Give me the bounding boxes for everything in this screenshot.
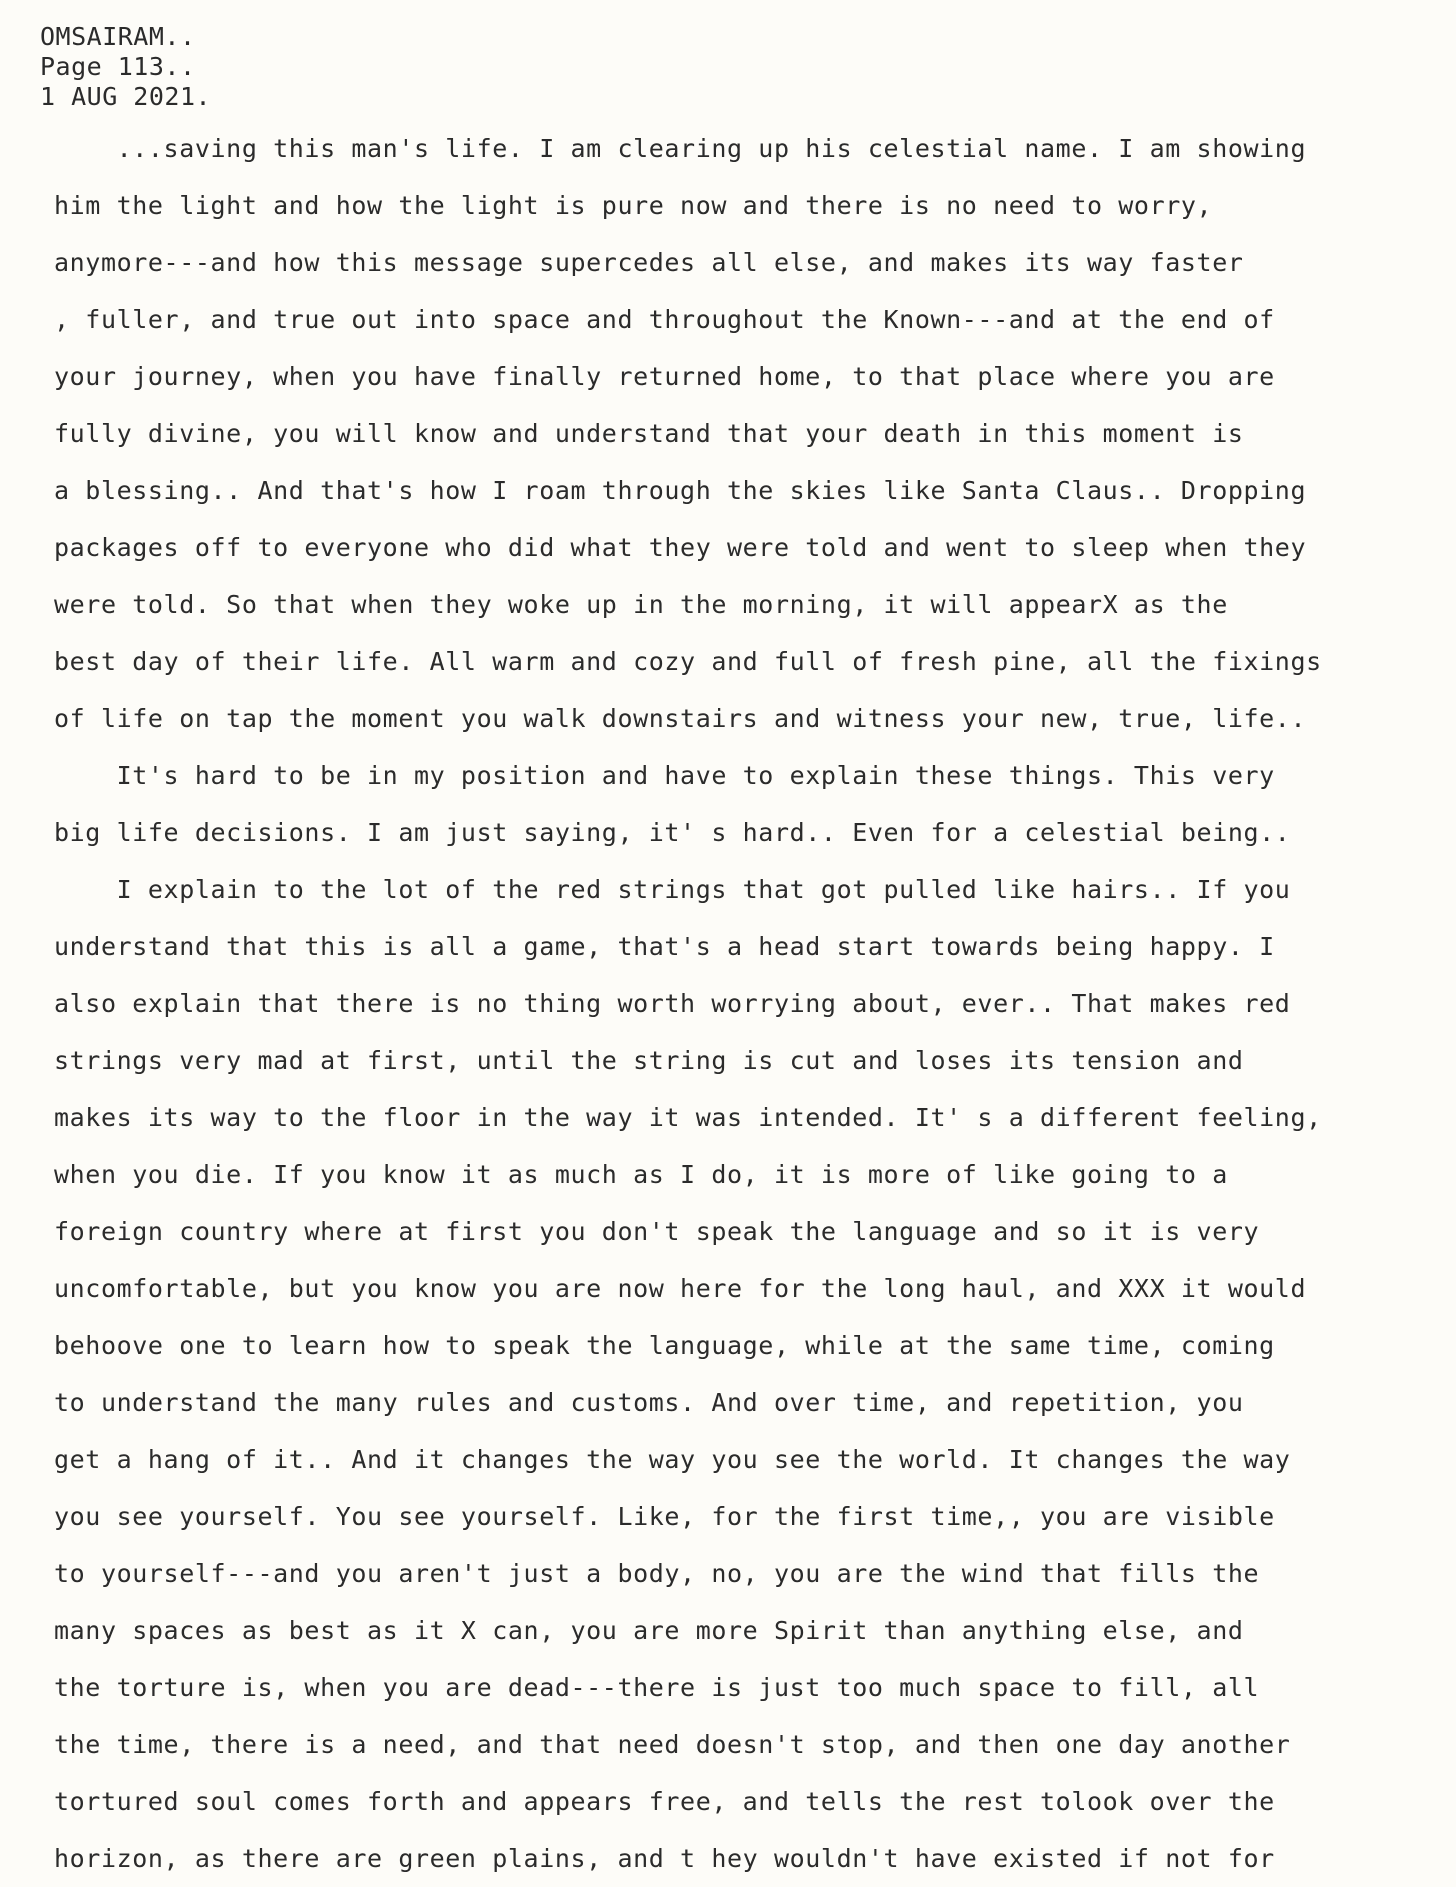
text-line: makes its way to the floor in the way it was intended. It' s a different feeling, — [54, 1103, 1322, 1132]
body-text — [54, 120, 1434, 1887]
text-line: understand that this is all a game, that's a head start towards being happy. I — [54, 932, 1275, 961]
page-number: Page 113.. — [40, 52, 196, 81]
text-line: packages off to everyone who did what they were told and went to sleep when they — [54, 533, 1307, 562]
text-line: get a hang of it.. And it changes the way you see the world. It changes the way — [54, 1445, 1291, 1474]
text-line: also explain that there is no thing worth worrying about, ever.. That makes red — [54, 989, 1291, 1018]
text-line: when you die. If you know it as much as I do, it is more of like going to a — [54, 1160, 1228, 1189]
text-line: strings very mad at first, until the string is cut and loses its tension and — [54, 1046, 1244, 1075]
text-line: many spaces as best as it X can, you are more Spirit than anything else, and — [54, 1616, 1244, 1645]
text-line: behoove one to learn how to speak the language, while at the same time, coming — [54, 1331, 1275, 1360]
text-line: best day of their life. All warm and cozy and full of fresh pine, all the fixings — [54, 647, 1322, 676]
page-date: 1 AUG 2021. — [40, 82, 212, 111]
text-line: tortured soul comes forth and appears free, and tells the rest tolook over the — [54, 1787, 1275, 1816]
text-line: to understand the many rules and customs. And over time, and repetition, you — [54, 1388, 1244, 1417]
header-salutation: OMSAIRAM.. — [40, 22, 196, 51]
page-header — [40, 22, 640, 112]
text-line: uncomfortable, but you know you are now here for the long haul, and XXX it would — [54, 1274, 1307, 1303]
text-line: of life on tap the moment you walk downstairs and witness your new, true, life.. — [54, 704, 1307, 733]
text-line: the time, there is a need, and that need doesn't stop, and then one day another — [54, 1730, 1291, 1759]
text-line: the torture is, when you are dead---there is just too much space to fill, all — [54, 1673, 1260, 1702]
text-line: fully divine, you will know and understand that your death in this moment is — [54, 419, 1244, 448]
text-line: a blessing.. And that's how I roam through the skies like Santa Claus.. Dropping — [54, 476, 1307, 505]
text-line: your journey, when you have finally returned home, to that place where you are — [54, 362, 1275, 391]
text-line: It's hard to be in my position and have to explain these things. This very — [54, 761, 1275, 790]
text-line: to yourself---and you aren't just a body, no, you are the wind that fills the — [54, 1559, 1260, 1588]
text-line: big life decisions. I am just saying, it' s hard.. Even for a celestial being.. — [54, 818, 1291, 847]
text-line: you see yourself. You see yourself. Like, for the first time,, you are visible — [54, 1502, 1275, 1531]
text-line: foreign country where at first you don't speak the language and so it is very — [54, 1217, 1260, 1246]
text-line: , fuller, and true out into space and throughout the Known---and at the end of — [54, 305, 1275, 334]
text-line: horizon, as there are green plains, and t hey wouldn't have existed if not for — [54, 1844, 1275, 1873]
text-line: were told. So that when they woke up in the morning, it will appearX as the — [54, 590, 1228, 619]
text-line: I explain to the lot of the red strings that got pulled like hairs.. If you — [54, 875, 1291, 904]
text-line: ...saving this man's life. I am clearing up his celestial name. I am showing — [54, 134, 1307, 163]
text-line: anymore---and how this message supercedes all else, and makes its way faster — [54, 248, 1244, 277]
text-line: him the light and how the light is pure now and there is no need to worry, — [54, 191, 1213, 220]
